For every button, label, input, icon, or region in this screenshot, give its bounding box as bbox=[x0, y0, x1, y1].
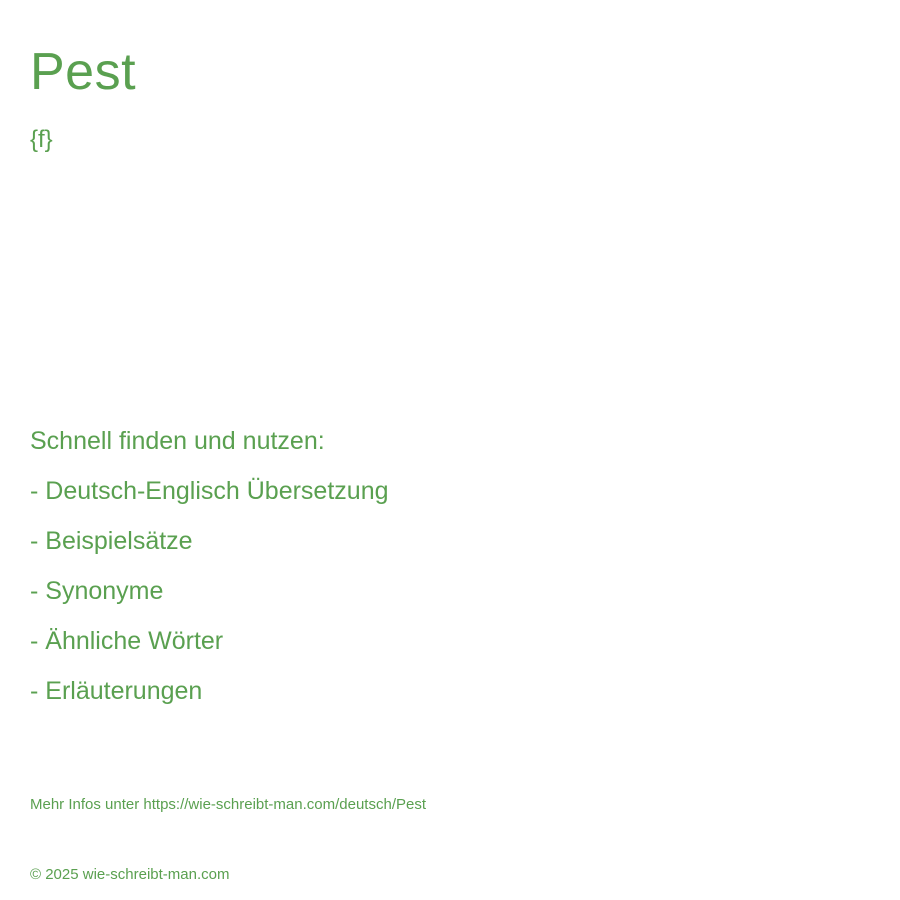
more-info-prefix: Mehr Infos unter bbox=[30, 796, 144, 813]
copyright-notice: © 2025 wie-schreibt-man.com bbox=[30, 866, 230, 883]
feature-item-similar-words: - Ähnliche Wörter bbox=[30, 627, 224, 655]
features-heading: Schnell finden und nutzen: bbox=[30, 427, 325, 455]
feature-item-synonyms: - Synonyme bbox=[30, 577, 164, 605]
feature-item-explanations: - Erläuterungen bbox=[30, 677, 203, 705]
feature-item-translation: - Deutsch-Englisch Übersetzung bbox=[30, 477, 389, 505]
page-title: Pest bbox=[30, 43, 137, 101]
gender-label: {f} bbox=[30, 126, 53, 153]
more-info-link[interactable]: https://wie-schreibt-man.com/deutsch/Pest bbox=[143, 796, 427, 813]
feature-item-example-sentences: - Beispielsätze bbox=[30, 527, 193, 555]
more-info-line bbox=[30, 795, 426, 815]
feature-list bbox=[30, 475, 389, 725]
